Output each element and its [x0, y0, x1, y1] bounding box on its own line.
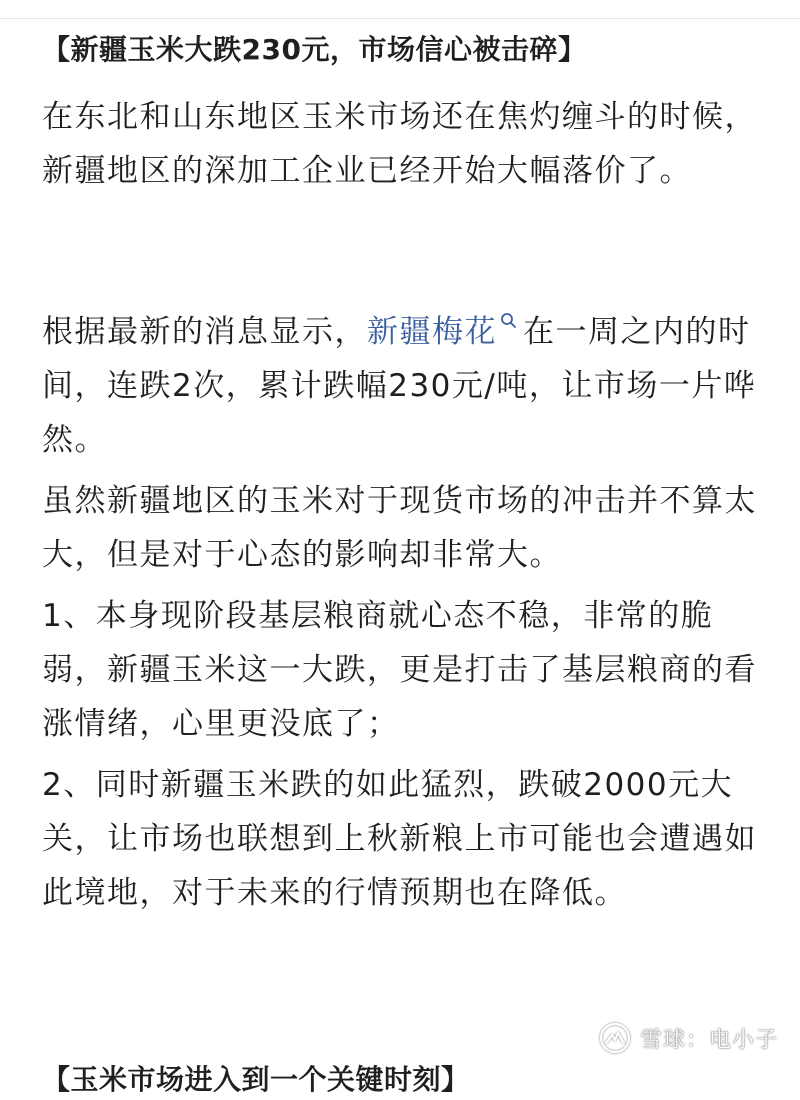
watermark — [598, 1021, 778, 1055]
paragraph-2-intro: 根据最新的消息显示， — [42, 314, 367, 350]
watermark-platform: 雪球 — [639, 1027, 686, 1053]
paragraph-gap — [42, 205, 767, 305]
paragraph-3: 虽然新疆地区的玉米对于现货市场的冲击并不算太大，但是对于心态的影响却非常大。 — [42, 483, 757, 573]
article-body — [42, 30, 767, 927]
xueqiu-logo-icon — [598, 1021, 632, 1055]
paragraph-2-rest: 在一周之内的时间，连跌2次，累计跌幅230元/吨，让市场一片哗然。 — [42, 314, 757, 458]
paragraph-2 — [42, 305, 767, 467]
watermark-author: 电小子 — [708, 1027, 778, 1053]
paragraph-5: 2、同时新疆玉米跌的如此猛烈，跌破2000元大关，让市场也联想到上秋新粮上市可能也会遭遇如此境地，对于未来的行情预期也在降低。 — [42, 767, 757, 911]
search-icon[interactable] — [499, 311, 519, 331]
paragraph-1: 在东北和山东地区玉米市场还在焦灼缠斗的时候，新疆地区的深加工企业已经开始大幅落价了。 — [42, 99, 757, 189]
watermark-separator: ： — [685, 1027, 709, 1053]
next-section-heading: 【玉米市场进入到一个关键时刻】 — [42, 1063, 470, 1096]
paragraph-4: 1、本身现阶段基层粮商就心态不稳，非常的脆弱，新疆玉米这一大跌，更是打击了基层粮商的看涨情绪，心里更没底了； — [42, 598, 757, 742]
stock-link-xinjiang-meihua[interactable]: 新疆梅花 — [367, 314, 497, 350]
top-divider — [0, 18, 800, 19]
article-heading: 【新疆玉米大跌230元，市场信心被击碎】 — [42, 33, 587, 66]
